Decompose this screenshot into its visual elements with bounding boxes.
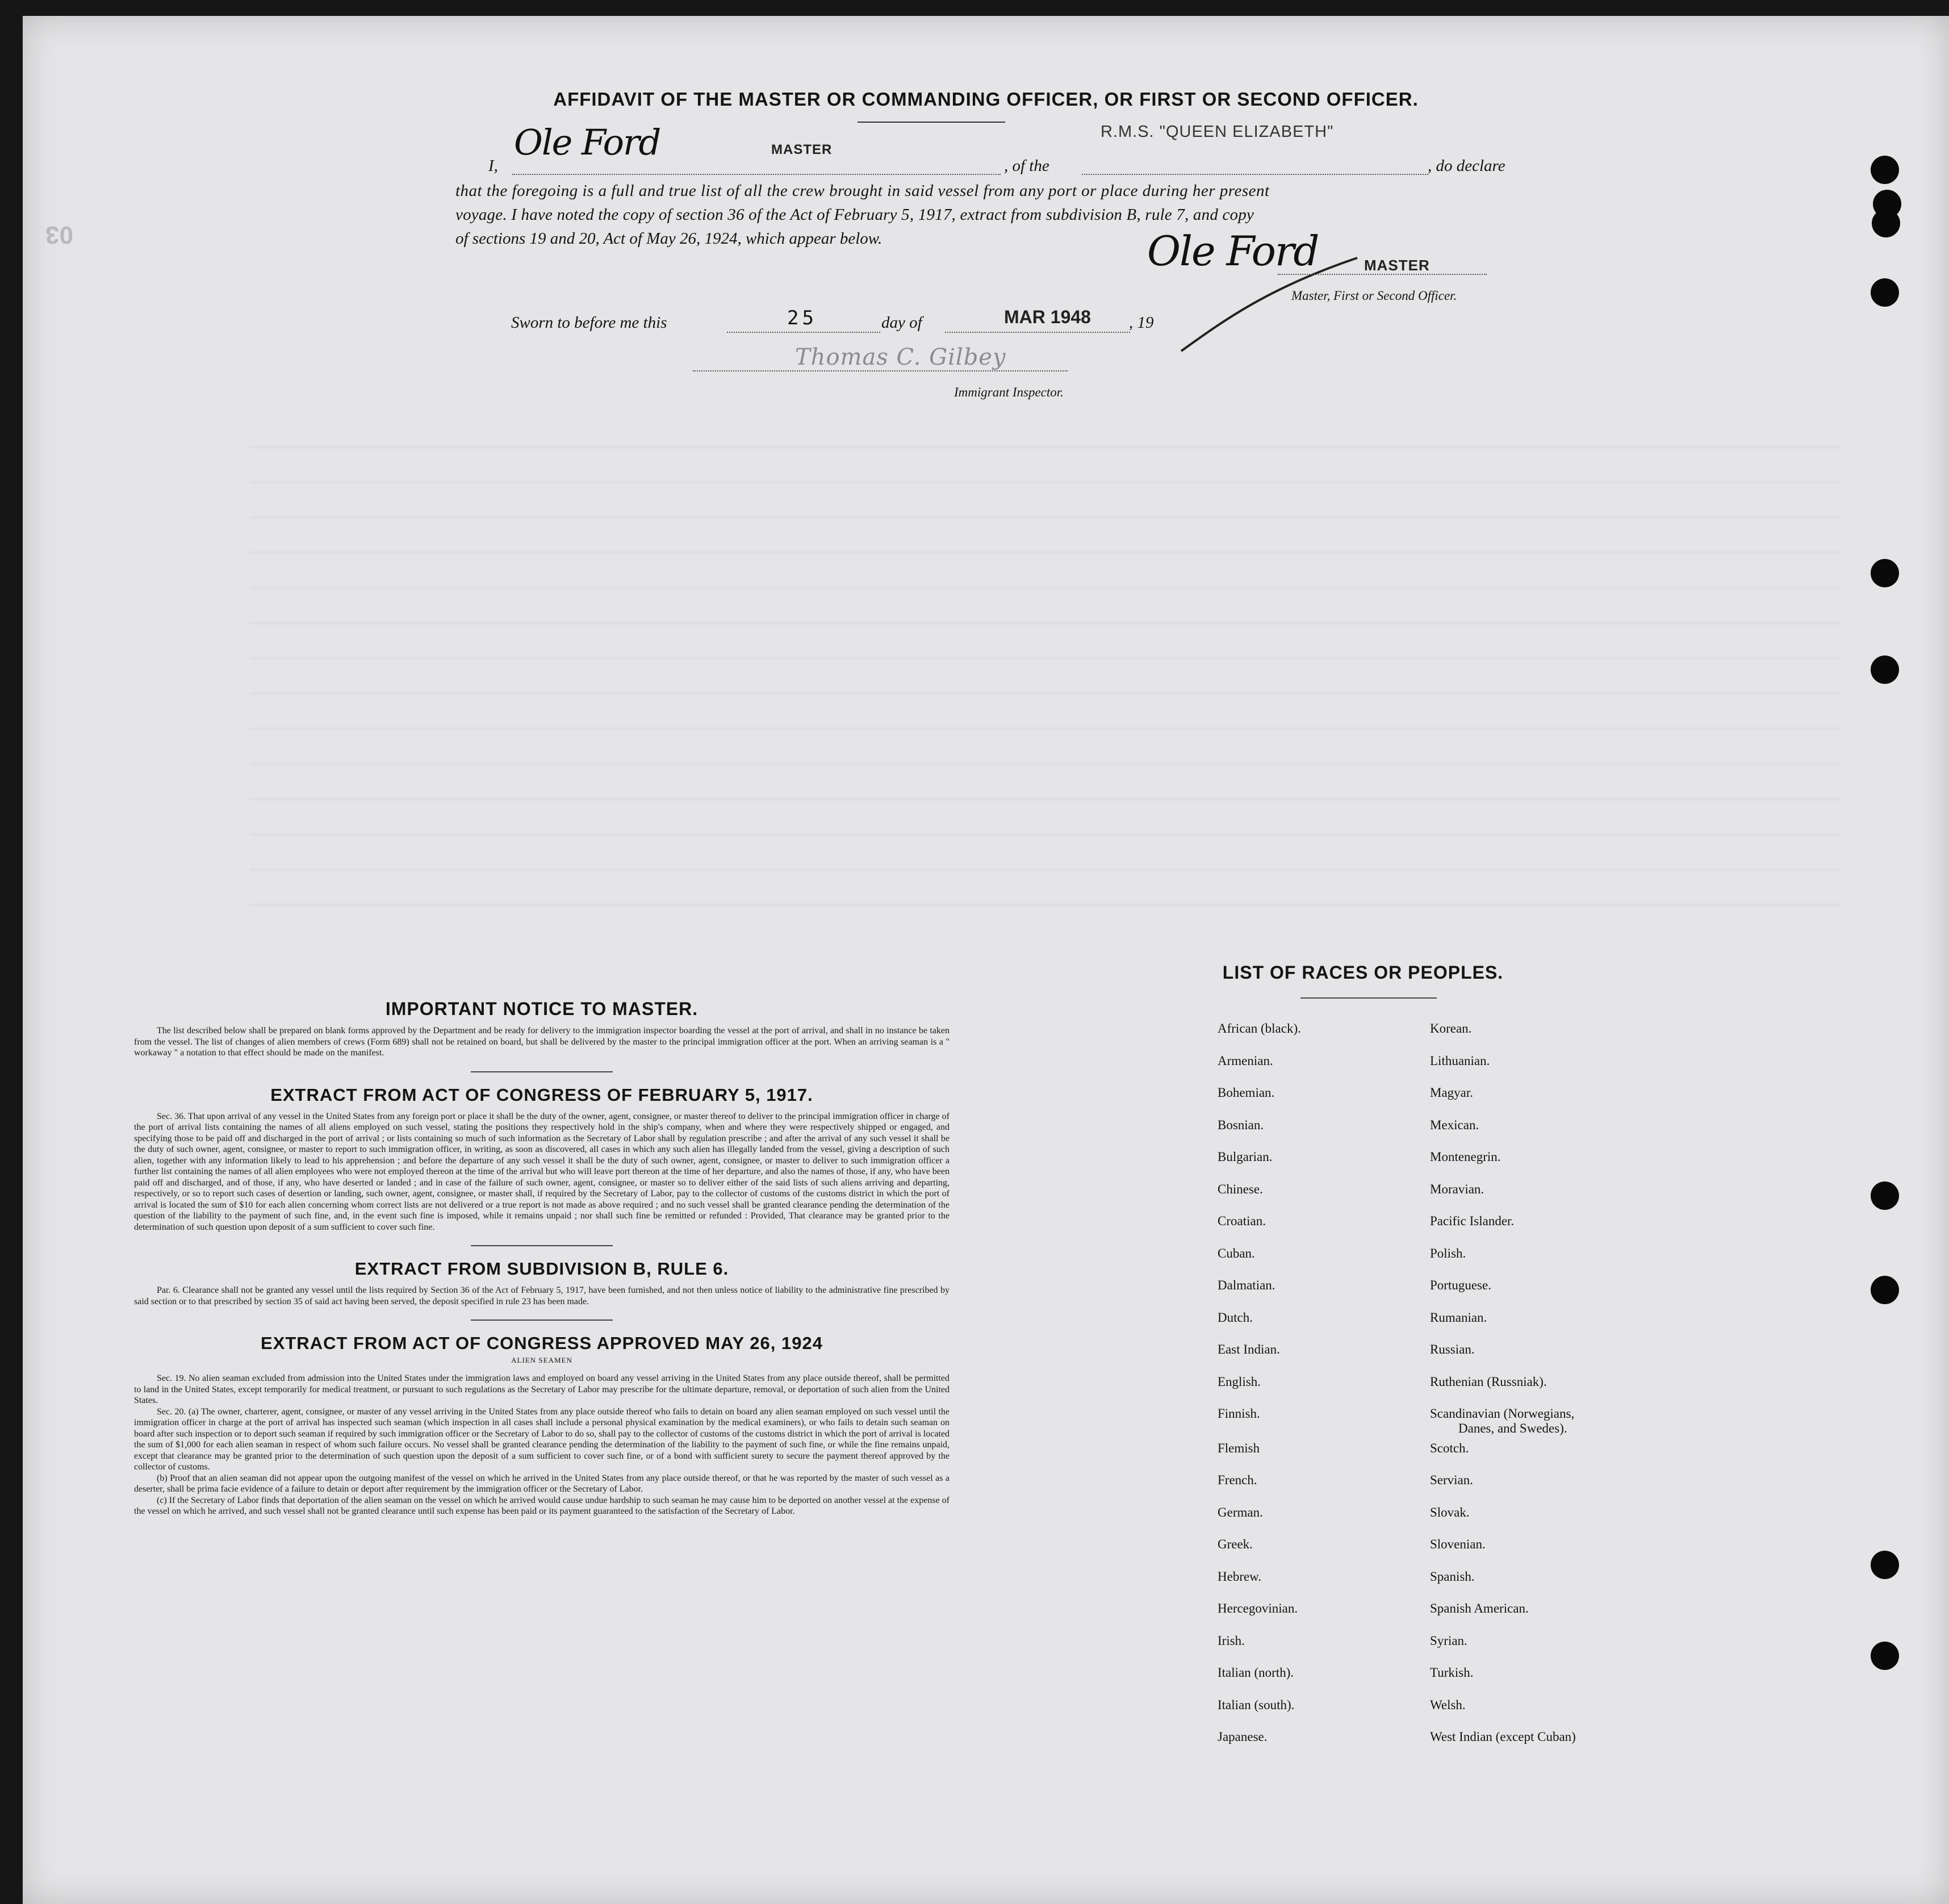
i-label: I, [488, 157, 498, 175]
extract-1917-title: EXTRACT FROM ACT OF CONGRESS OF FEBRUARY 5, 1917. [270, 1084, 813, 1105]
affidavit-line-2: that the foregoing is a full and true list of all the crew brought in said vessel from any port or place during her present [455, 182, 1270, 200]
master-stamp: MASTER [771, 142, 833, 157]
race-item: Japanese. [1218, 1730, 1268, 1744]
race-item: Servian. [1430, 1473, 1474, 1487]
extract-1917-body: Sec. 36. That upon arrival of any vessel in the United States from any foreign port or place it shall be the duty of the owner, agent, consignee, or master thereof to deliver to the principal immigration officer in charge of the port of arrival lists containing the names of all aliens employed on such vessel, stating the positions they respectively hold in the ship's company, when and where they were respectively shipped or engaged, and specifying those to be paid off and discharged in the port of arrival ; or lists containing so much of such information as the Secretary of Labor shall by regulation prescribe ; and after the arrival of any such vessel it shall be the duty of such owner, agent, consignee, or master to report to such immigration officer, in writing, as soon as discovered, all cases in which any such alien has illegally landed from the vessel, giving a description of such alien, together with any information likely to lead to his apprehension ; and before the departure of any such vessel it shall be the duty of such owner, agent, consignee, or master to deliver to such immigration officer a further list containing the names of all alien employees who were not employed thereon at the time of the arrival but who will leave port thereon at the time of her departure, and also the names of those, if any, who have been paid off and discharged, and of those, if any, who have deserted or landed ; and in case of the failure of such owner, agent, consignee, or master so to deliver either of the said lists of such aliens arriving and departing, respectively, or so to report such cases of desertion or landing, such owner, agent, consignee, or master shall, if required by the Secretary of Labor, pay to the collector of customs of the customs district in which the port of arrival is located the sum of $10 for each alien concerning whom correct lists are not delivered or a true report is not made as above required ; and no such vessel shall be granted clearance pending the determination of the question of the liability to the payment of such fine, and, in the event such fine is imposed, while it remains unpaid ; nor shall such fine be remitted or refunded : Provided, That clearance may be granted prior to the determination of such question upon deposit of a sum sufficient to cover such fine. [134, 1111, 950, 1232]
race-item: Dalmatian. [1218, 1278, 1275, 1292]
race-item: Flemish [1218, 1440, 1260, 1455]
affidavit-title: AFFIDAVIT OF THE MASTER OR COMMANDING OFFICER, OR FIRST OR SECOND OFFICER. [553, 89, 1419, 110]
race-item: Spanish American. [1430, 1601, 1529, 1615]
day-of-label: day of [881, 314, 922, 332]
affidavit-line-4: of sections 19 and 20, Act of May 26, 1924, which appear below. [455, 229, 883, 248]
race-item: Pacific Islander. [1430, 1214, 1515, 1228]
date-stamp: MAR 1948 [1004, 307, 1091, 327]
race-item: Hercegovinian. [1218, 1601, 1298, 1615]
rule6-body: Par. 6. Clearance shall not be granted any vessel until the lists required by Section 36 of the Act of February 5, 1917, have been furnished, and not then unless notice of liability to the administrative fine prescribed by said section or to that prescribed by section 35 of said act having been served, the deposit specified in rule 23 has been made. [134, 1285, 950, 1306]
inspector-caption: Immigrant Inspector. [954, 385, 1064, 399]
extract-1924-title: EXTRACT FROM ACT OF CONGRESS APPROVED MAY 26, 1924 [261, 1333, 823, 1353]
sec19-body: Sec. 19. No alien seaman excluded from admission into the United States under the immigration laws and employed on board any vessel arriving in the United States from any place outside thereof, shall be permitted to land in the United States, except temporarily for medical treatment, or pursuant to such regulations as the Secretary of Labor may prescribe for the ultimate departure, removal, or deportation of such alien from the United States. [134, 1373, 950, 1405]
race-item: Armenian. [1218, 1053, 1273, 1068]
race-item: Welsh. [1430, 1697, 1466, 1712]
sec20c-body: (c) If the Secretary of Labor finds that deportation of the alien seaman on the vessel on which he arrived would cause undue hardship to such seaman he may cause him to be deported on another vessel at the expense of the vessel on which he arrived, and such vessel shall not be granted clearance until such expense has been paid or its payment guaranteed to the satisfaction of the Secretary of Labor. [134, 1495, 950, 1516]
notice-title: IMPORTANT NOTICE TO MASTER. [385, 999, 699, 1019]
year-prefix: , 19 [1129, 314, 1154, 332]
race-item: Syrian. [1430, 1633, 1467, 1648]
race-item: Bosnian. [1218, 1117, 1264, 1132]
do-declare-label: , do declare [1428, 157, 1505, 175]
races-list [23, 16, 1949, 1904]
master-stamp-2: MASTER [1364, 257, 1430, 274]
sec20b-body: (b) Proof that an alien seaman did not appear upon the outgoing manifest of the vessel on which he arrived in the United States from any place outside thereof, or that he was reported by the master of such vessel as a deserter, shall be prima facie evidence of a failure to detain or deport after requirement by the immigration officer or the Secretary of Labor. [134, 1473, 950, 1494]
officer-signature: Ole Ford [1147, 227, 1319, 275]
race-item: Croatian. [1218, 1214, 1266, 1228]
race-item: East Indian. [1218, 1342, 1280, 1356]
race-item: Lithuanian. [1430, 1053, 1490, 1068]
race-item: Ruthenian (Russniak). [1430, 1374, 1547, 1389]
race-item: German. [1218, 1505, 1263, 1519]
race-item: Scotch. [1430, 1440, 1469, 1455]
race-item: Bulgarian. [1218, 1150, 1273, 1164]
race-item: Mexican. [1430, 1117, 1479, 1132]
race-item: Italian (south). [1218, 1697, 1295, 1712]
race-item-continuation: Danes, and Swedes). [1458, 1421, 1567, 1435]
race-item: Bohemian. [1218, 1085, 1275, 1100]
sworn-label: Sworn to before me this [511, 314, 667, 332]
race-item: Korean. [1430, 1021, 1472, 1035]
ship-name-stamp: R.M.S. "QUEEN ELIZABETH" [1101, 123, 1334, 141]
race-item: Scandinavian (Norwegians, Danes, and Swedes). [1430, 1406, 1575, 1435]
race-item: Dutch. [1218, 1310, 1253, 1325]
race-item: Finnish. [1218, 1406, 1260, 1421]
rule6-title: EXTRACT FROM SUBDIVISION B, RULE 6. [354, 1259, 729, 1279]
master-signature: Ole Ford [514, 122, 660, 163]
race-item: Spanish. [1430, 1569, 1475, 1584]
races-title: LIST OF RACES OR PEOPLES. [1222, 962, 1504, 983]
notice-body: The list described below shall be prepared on blank forms approved by the Department and be ready for delivery to the immigration inspector boarding the vessel at the port of arrival, and shall in no instance be taken from the vessel. The list of changes of alien members of crews (Form 689) shall not be retained on board, but shall be delivered by the master to the principal immigration officer at the port. When an arriving seaman is a " workaway " a notation to that effect should be made on the manifest. [134, 1026, 950, 1058]
race-item: Chinese. [1218, 1181, 1263, 1196]
race-item: Italian (north). [1218, 1665, 1294, 1680]
race-item: French. [1218, 1473, 1257, 1487]
race-item: West Indian (except Cuban) [1430, 1730, 1576, 1744]
officer-caption: Master, First or Second Officer. [1291, 289, 1457, 303]
race-item: Montenegrin. [1430, 1150, 1501, 1164]
race-item: Turkish. [1430, 1665, 1474, 1680]
race-item: Magyar. [1430, 1085, 1474, 1100]
race-item: Moravian. [1430, 1181, 1484, 1196]
race-item: Slovenian. [1430, 1537, 1486, 1551]
race-item: Polish. [1430, 1246, 1466, 1260]
race-item: Slovak. [1430, 1505, 1470, 1519]
day-value: 25 [787, 307, 817, 329]
race-item: African (black). [1218, 1021, 1301, 1035]
race-item: Hebrew. [1218, 1569, 1262, 1584]
race-item: Cuban. [1218, 1246, 1255, 1260]
document-page [23, 16, 1949, 1904]
of-the-label: , of the [1004, 157, 1049, 175]
inspector-signature: Thomas C. Gilbey [795, 344, 1006, 370]
race-item: Russian. [1430, 1342, 1475, 1356]
margin-mark: 03 [45, 221, 73, 249]
race-item: Rumanian. [1430, 1310, 1487, 1325]
race-item: Greek. [1218, 1537, 1253, 1551]
race-item: Irish. [1218, 1633, 1245, 1648]
race-item: Portuguese. [1430, 1278, 1491, 1292]
race-item: English. [1218, 1374, 1261, 1389]
extract-1924-subtitle: ALIEN SEAMEN [511, 1356, 572, 1364]
sec20a-body: Sec. 20. (a) The owner, charterer, agent, consignee, or master of any vessel arriving in the United States from any place outside thereof who fails to detain on board any alien seaman employed on such vessel until the immigration officer in charge at the port of arrival has inspected such seaman (which inspection in all cases shall include a personal physical examination by the medical examiners), or who fails to detain such seaman on board after such inspection or to deport such seaman if required by such immigration officer or the Secretary of Labor to do so, shall pay to the collector of customs of the customs district in which the port of arrival is located the sum of $1,000 for each alien seaman in respect of whom such failure occurs. No vessel shall be granted clearance pending the determination of the liability to the payment of such fine, or while the fine remains unpaid, except that clearance may be granted prior to the determination of such question upon the deposit of a sum sufficient to cover such fine, or of a bond with sufficient surety to secure the payment thereof approved by the collector of customs. [134, 1406, 950, 1472]
affidavit-line-3: voyage. I have noted the copy of section 36 of the Act of February 5, 1917, extract from subdivision B, rule 7, and copy [455, 206, 1254, 224]
